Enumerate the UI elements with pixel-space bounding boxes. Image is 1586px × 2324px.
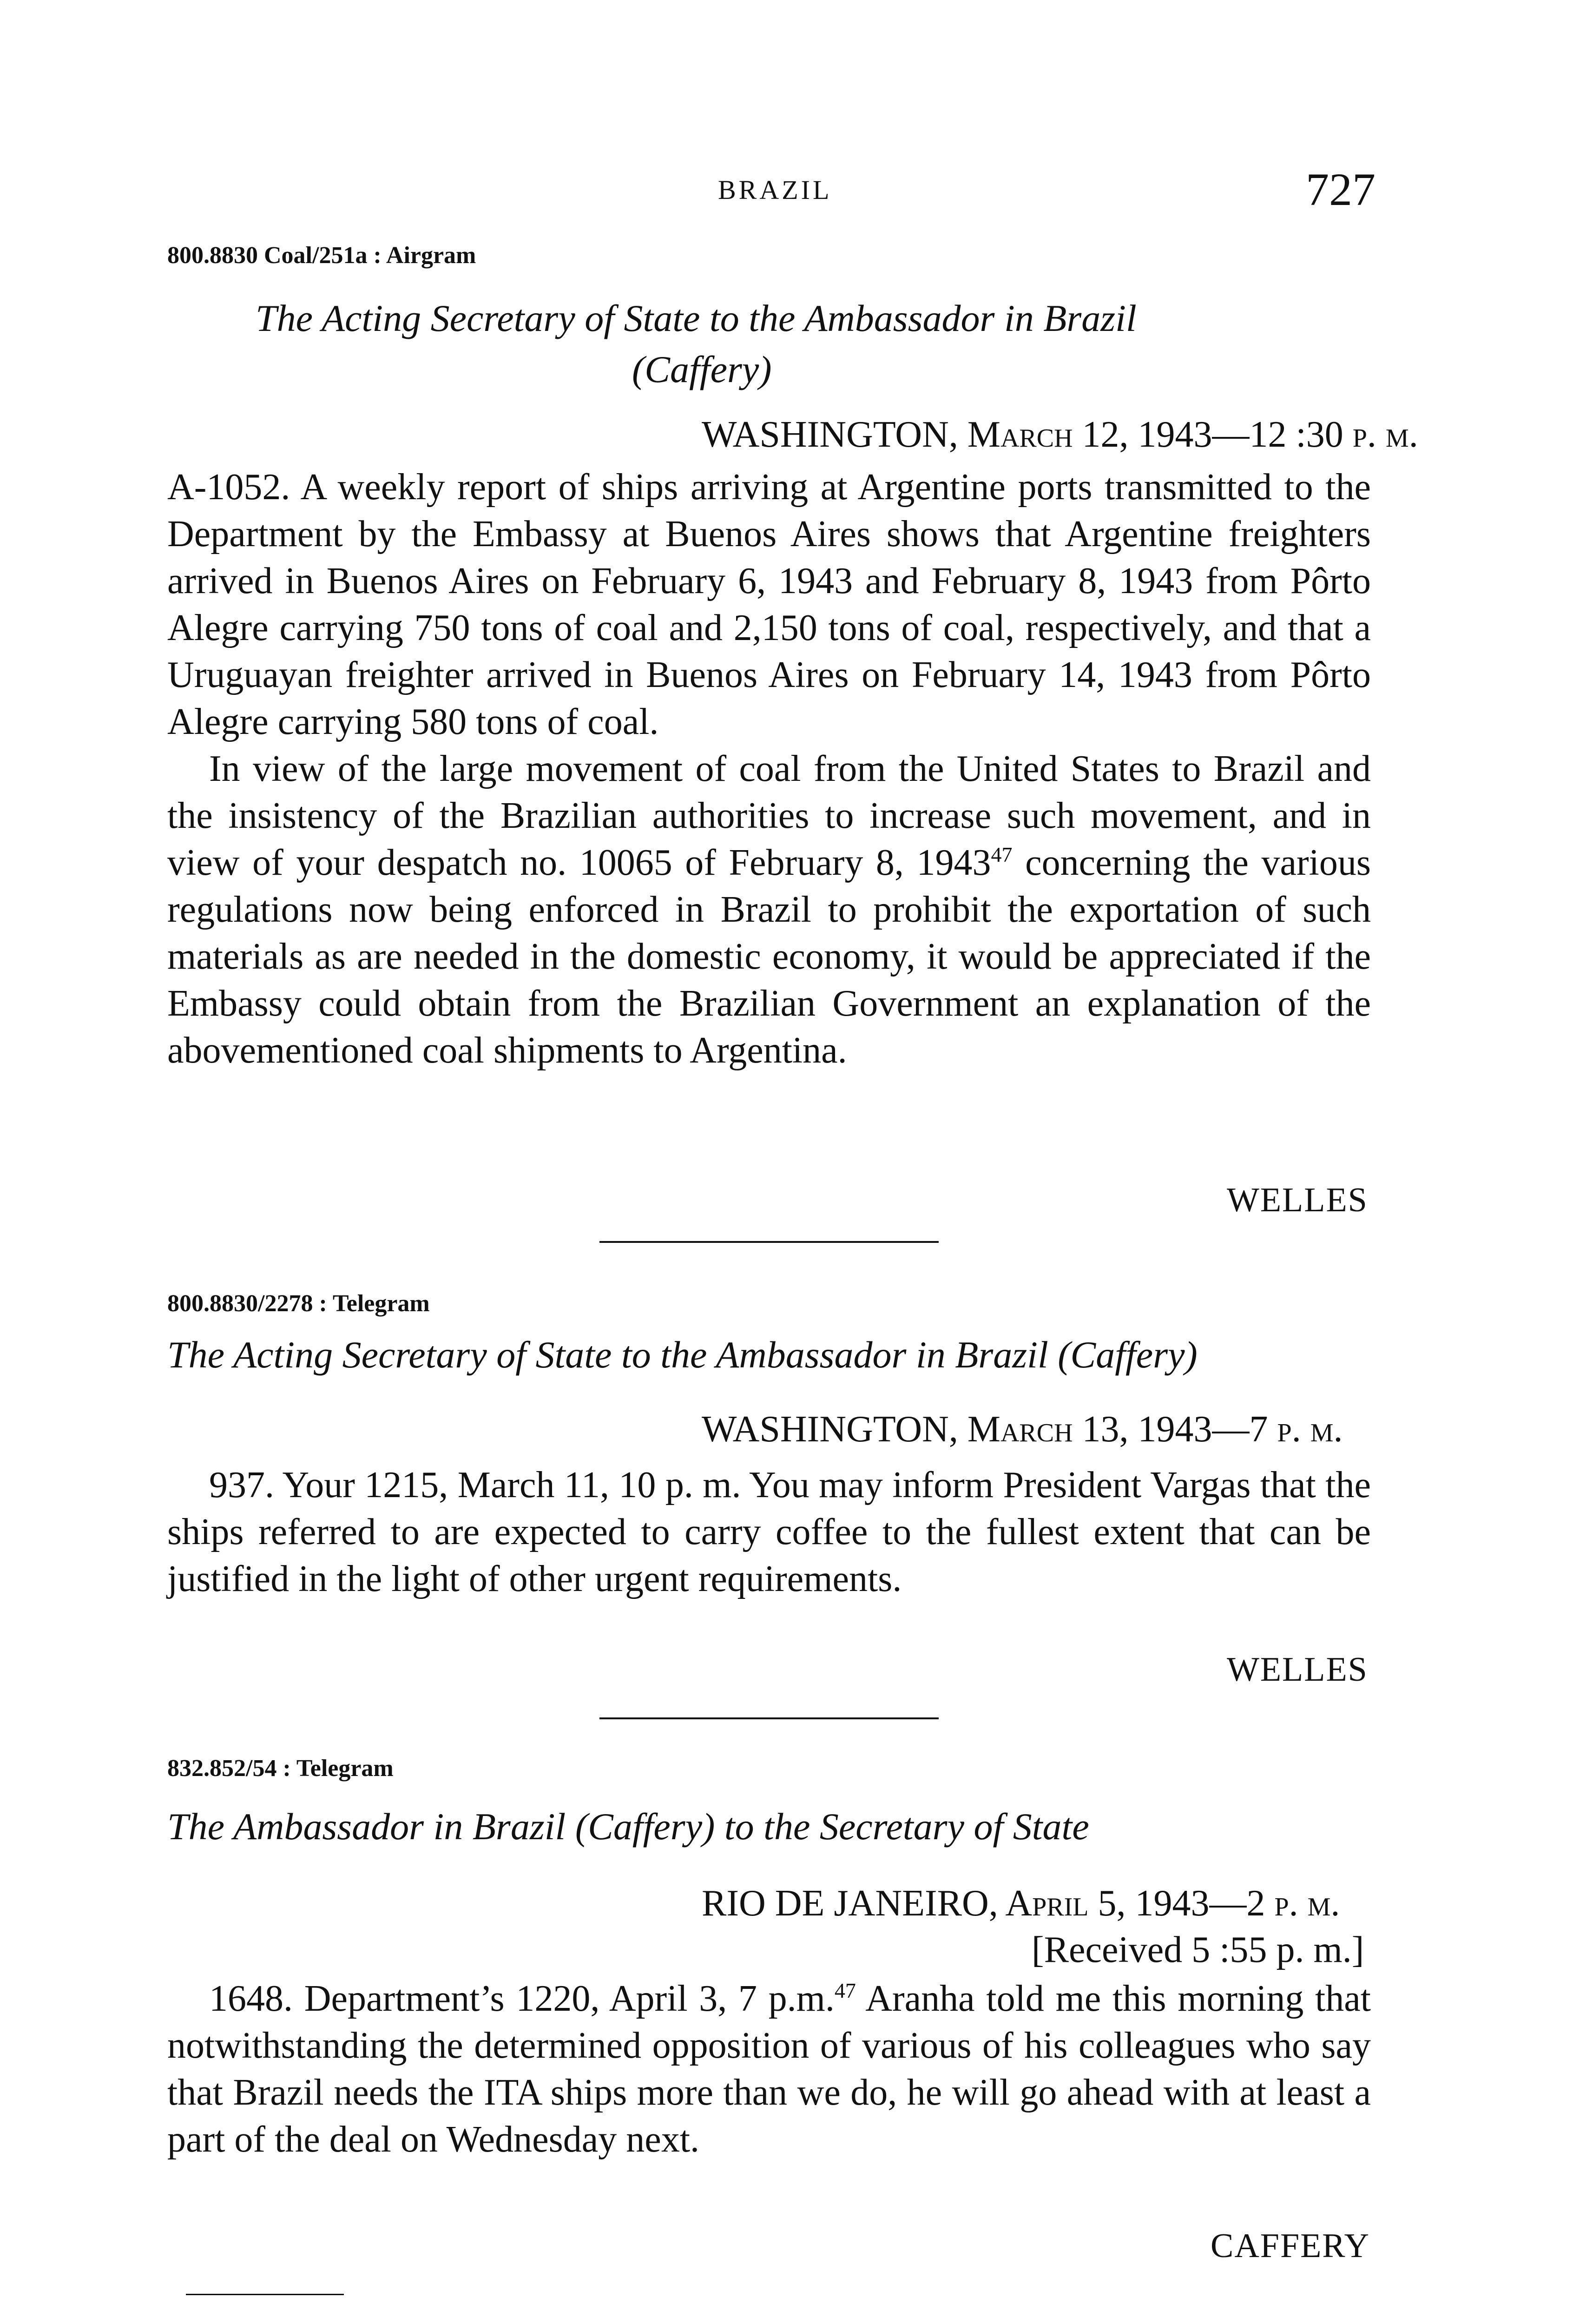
file-reference-3: 832.852/54 : Telegram [167, 1755, 394, 1782]
paragraph: In view of the large movement of coal from the United States to Brazil and the insistency of the Brazilian authorities to increase such movement, and in view of your despatch no. 10065 of February 8, 1943$^{47}$ concerning the various regulations now being enforced in Brazil to prohibit the exportation of such materials as are needed in the domestic economy, it would be appreciated if the Embassy could obtain from the Brazilian Government an explanation of the abovementioned coal shipments to Argentina. [167, 748, 1371, 1071]
page-number: 727 [1306, 164, 1375, 215]
dateline-3: RIO DE JANEIRO, April 5, 1943—2 p. m. [702, 1883, 1340, 1924]
dateline-2: WASHINGTON, March 13, 1943—7 p. m. [702, 1409, 1343, 1450]
signature-1: WELLES [1227, 1181, 1368, 1219]
file-reference-2: 800.8830/2278 : Telegram [167, 1290, 430, 1317]
footnote-ref: 47 [991, 843, 1013, 866]
document-body-3 [167, 1975, 1371, 2163]
paragraph: A-1052. A weekly report of ships arriving at Argentine ports transmitted to the Department by the Embassy at Buenos Aires shows that Argentine freighters arrived in Buenos Aires on February 6, 1943 and February 8, 1943 from Pôrto Alegre carrying 750 tons of coal and 2,150 tons of coal, respectively, and that a Uruguayan freighter arrived in Buenos Aires on February 14, 1943 from Pôrto Alegre carrying 580 tons of coal. [167, 467, 1371, 742]
received-note: [Received 5 :55 p. m.] [1032, 1929, 1364, 1970]
section-divider [599, 1717, 939, 1719]
document-heading-2: The Acting Secretary of State to the Ambassador in Brazil (Caffery) [167, 1334, 1198, 1376]
document-heading-3: The Ambassador in Brazil (Caffery) to the Secretary of State [167, 1805, 1089, 1848]
document-body-1 [167, 464, 1371, 1074]
footnote-ref: 47 [834, 1979, 856, 2002]
dateline-1: WASHINGTON, March 12, 1943—12 :30 p. m. [702, 414, 1418, 455]
paragraph: 937. Your 1215, March 11, 10 p. m. You may inform President Vargas that the ships referred to are expected to carry coffee to the fullest extent that can be justified in the light of other urgent requirements. [167, 1465, 1371, 1599]
running-head: BRAZIL [718, 175, 832, 205]
signature-3: CAFFERY [1211, 2227, 1370, 2265]
paragraph: 1648. Department’s 1220, April 3, 7 p.m.$^{47}$ Aranha told me this morning that notwithstanding the determined opposition of various of his colleagues who say that Brazil needs the ITA ships more than we do, he will go ahead with at least a part of the deal on Wednesday next. [167, 1978, 1371, 2160]
file-reference-1: 800.8830 Coal/251a : Airgram [167, 242, 476, 269]
footnote-rule [186, 2294, 344, 2295]
document-heading-1a: The Acting Secretary of State to the Ambassador in Brazil [256, 297, 1137, 339]
document-body-2 [167, 1462, 1371, 1603]
document-heading-1b: (Caffery) [632, 348, 772, 390]
section-divider [599, 1241, 939, 1243]
signature-2: WELLES [1227, 1651, 1368, 1689]
